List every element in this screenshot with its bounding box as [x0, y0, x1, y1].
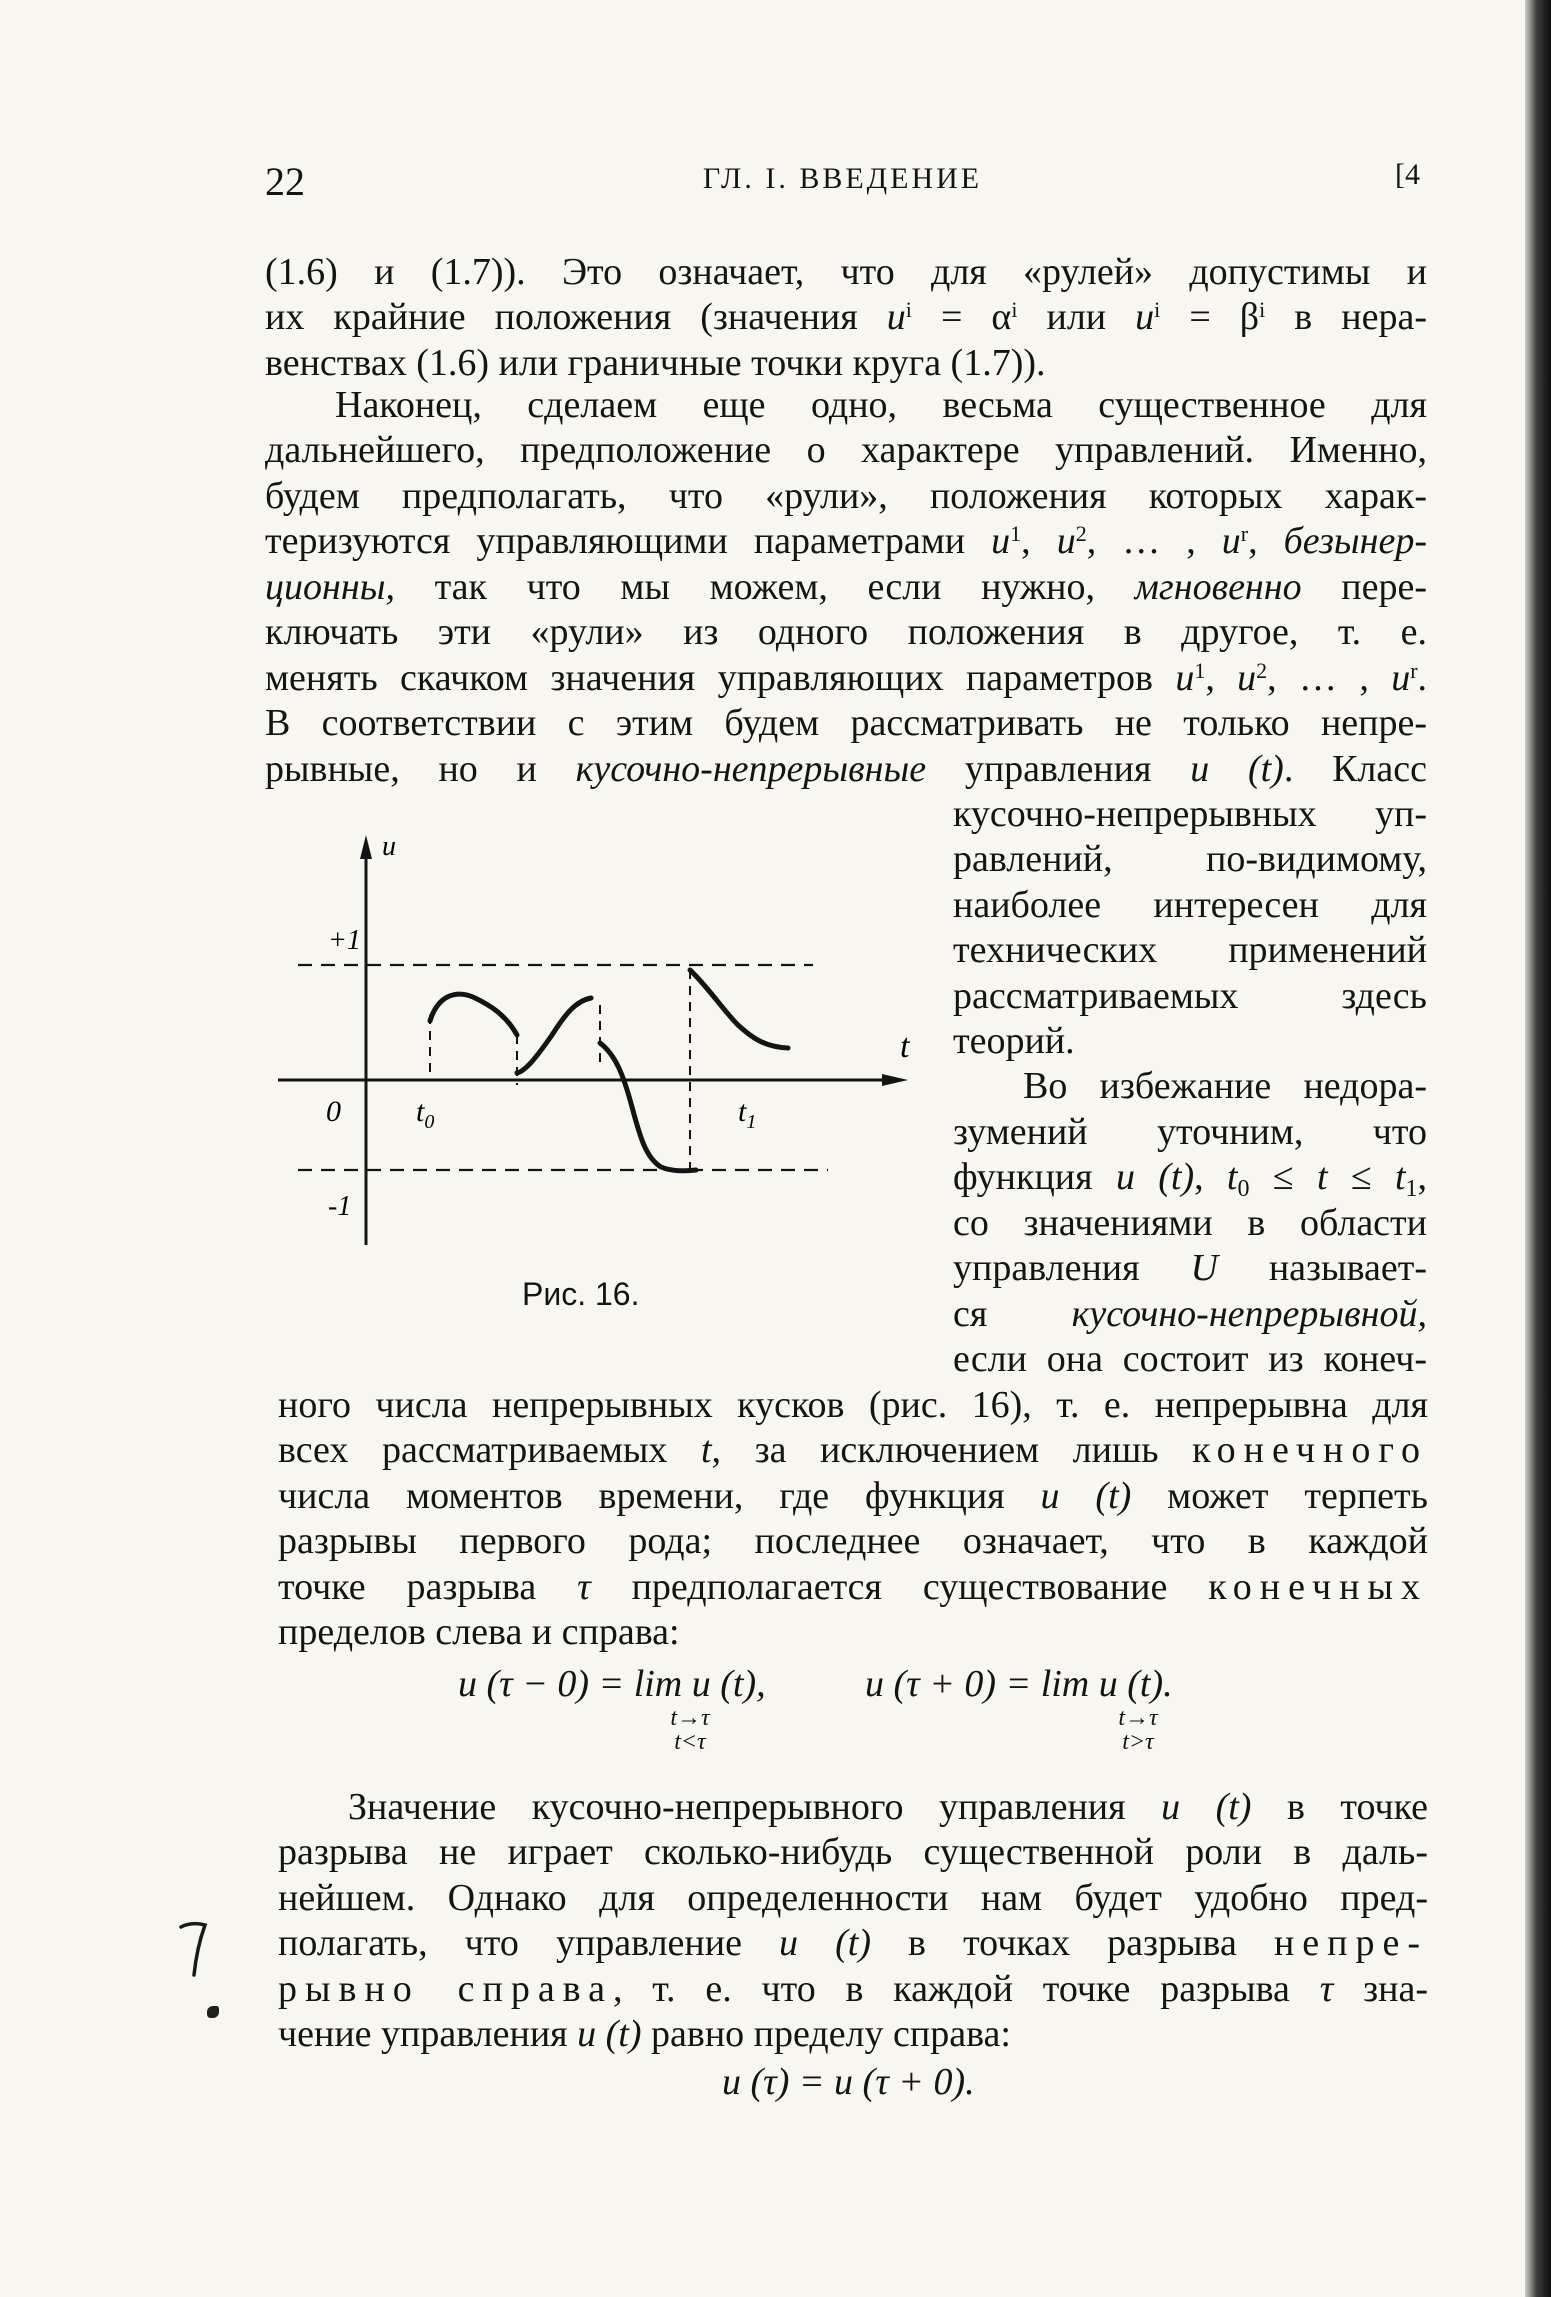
paragraph-2-line-2: дальнейшего, предположение о характере управлений. Именно, [265, 429, 1427, 471]
t0-label-main: t [416, 1095, 425, 1128]
paragraph-2-line-6: ключать эти «рули» из одного положения в другое, т. е. [265, 611, 1427, 653]
paragraph-2-line-3: будем предполагать, что «рули», положения которых харак- [265, 475, 1427, 517]
page-edge-shadow [1525, 0, 1551, 2297]
paragraph-2-line-4: теризуются управляющими параметрами $u^1$, $u^2$, … , $u^r$, безынер- [265, 520, 1428, 562]
paragraph-2-line-8: В соответствии с этим будем рассматривать не только непре- [265, 702, 1427, 744]
figure-caption: Рис. 16. [522, 1276, 640, 1312]
paragraph-1-line-3: венствах (1.6) или граничные точки круга (1.7)). [265, 342, 1046, 384]
side-line-9: функция u (t), $t_0 \le t \le t_1$, [953, 1156, 1428, 1202]
paragraph-2-line-5: ционны, так что мы можем, если нужно, мгновенно пере- [265, 566, 1427, 608]
section-number: [4 [1395, 158, 1420, 191]
x-axis-arrow [882, 1074, 908, 1086]
paragraph-2-line-7: менять скачком значения управляющих параметров $u^1$, $u^2$, … , $u^r$. [265, 657, 1428, 699]
paragraph-3-line-4: разрывы первого рода; последнее означает, что в каждой [278, 1520, 1428, 1562]
curve-piece-4 [690, 970, 788, 1048]
paragraph-4-line-3: нейшем. Однако для определенности нам будет удобно пред- [278, 1877, 1428, 1919]
side-line-1: кусочно-непрерывных уп- [953, 793, 1427, 835]
origin-label: 0 [326, 1095, 341, 1128]
side-line-3: наиболее интересен для [953, 884, 1427, 926]
side-line-6: теорий. [953, 1020, 1075, 1062]
paragraph-4-line-4: полагать, что управление u (t) в точках разрыва непре- [278, 1922, 1428, 1964]
formula-left-limit: u (τ − 0) = lim u (t), [458, 1663, 766, 1705]
paragraph-4-line-5: рывно справа, т. е. что в каждой точке разрыва τ зна- [278, 1968, 1428, 2010]
minus-one-label: -1 [328, 1191, 352, 1222]
t1-label-main: t [738, 1095, 747, 1128]
figure-16 [268, 825, 918, 1255]
curve-piece-3 [600, 1043, 696, 1171]
running-title: ГЛ. I. ВВЕДЕНИЕ [702, 162, 983, 195]
t0-label-sub: 0 [424, 1111, 435, 1133]
side-line-5: рассматриваемых здесь [953, 975, 1427, 1017]
formula-left-subscript: t→τ t<τ [670, 1705, 710, 1755]
formula-right-subscript: t→τ t>τ [1118, 1705, 1158, 1755]
x-axis-label: t [900, 1028, 910, 1065]
paragraph-1-line-2: их крайние положения (значения $u^i = \alpha^i$ или $u^i = \beta^i$ в нера- [265, 296, 1428, 338]
side-line-11: управления U называет- [953, 1247, 1427, 1289]
paragraph-2-line-1: Наконец, сделаем еще одно, весьма существенное для [335, 384, 1427, 426]
paragraph-3-line-3: числа моментов времени, где функция u (t) может терпеть [278, 1475, 1428, 1517]
paragraph-1-line-1: (1.6) и (1.7)). Это означает, что для «рулей» допустимы и [265, 251, 1427, 293]
margin-pencil-mark [178, 1921, 208, 1977]
plus-one-label: +1 [328, 925, 361, 956]
paragraph-3-line-5: точке разрыва τ предполагается существование конечных [278, 1566, 1428, 1608]
y-axis-label: u [382, 831, 396, 862]
side-line-10: со значениями в области [953, 1202, 1427, 1244]
paragraph-4-line-2: разрыва не играет сколько-нибудь существенной роли в даль- [278, 1831, 1428, 1873]
t1-label [738, 1095, 756, 1133]
t0-label [416, 1095, 434, 1133]
page-number: 22 [265, 159, 305, 204]
y-axis-arrow [360, 835, 372, 859]
side-line-2: равлений, по-видимому, [953, 838, 1427, 880]
paragraph-3-line-1: ного числа непрерывных кусков (рис. 16), т. е. непрерывна для [278, 1384, 1428, 1426]
side-line-12: ся кусочно-непрерывной, [953, 1293, 1427, 1335]
paragraph-3-line-6: пределов слева и справа: [278, 1611, 680, 1653]
margin-ink-dot [207, 2006, 219, 2018]
side-line-4: технических применений [953, 929, 1427, 971]
running-header [265, 158, 1420, 202]
paragraph-4-line-1: Значение кусочно-непрерывного управления u (t) в точке [348, 1786, 1428, 1828]
paragraph-3-line-2: всех рассматриваемых t, за исключением лишь конечного [278, 1429, 1428, 1471]
curve-piece-2 [517, 998, 591, 1073]
curve-piece-1 [430, 994, 517, 1035]
side-line-8: зумений уточним, что [953, 1111, 1427, 1153]
t1-label-sub: 1 [746, 1111, 757, 1133]
side-line-7: Во избежание недора- [1023, 1065, 1427, 1107]
paragraph-2-line-9: рывные, но и кусочно-непрерывные управления u (t). Класс [265, 748, 1427, 790]
formula-right-limit: u (τ + 0) = lim u (t). [865, 1663, 1173, 1705]
paragraph-4-line-6: чение управления u (t) равно пределу справа: [278, 2013, 1011, 2055]
side-line-13: если она состоит из конеч- [953, 1338, 1427, 1380]
formula-right-continuity: u (τ) = u (τ + 0). [722, 2061, 975, 2103]
